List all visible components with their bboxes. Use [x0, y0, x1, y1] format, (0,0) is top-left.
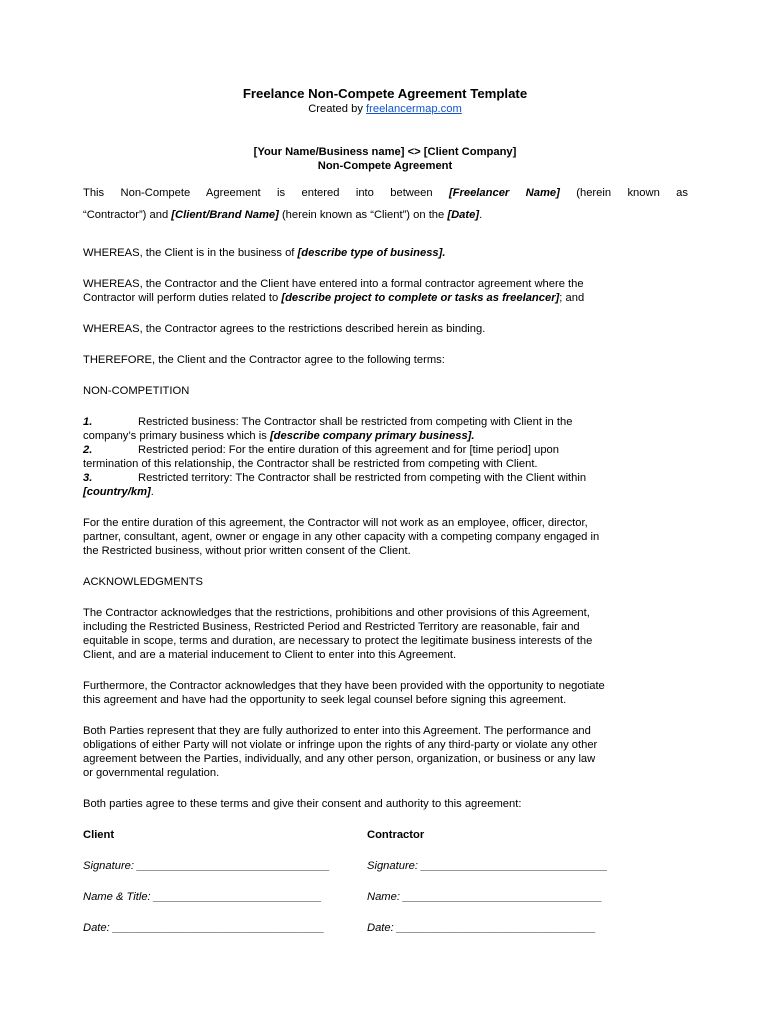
agree-line: Both parties agree to these terms and give their consent and authority to this agreement:: [83, 798, 522, 810]
parties-line: [Your Name/Business name] <> [Client Company]: [253, 146, 517, 158]
ack-line-2: including the Restricted Business, Restricted Period and Restricted Territory are reasonable, fair and: [83, 621, 580, 633]
ack-line-4: Client, and are a material inducement to Client to enter into this Agreement.: [83, 649, 457, 661]
client-label: Client: [83, 829, 115, 841]
whereas-agreement-line-1: WHEREAS, the Contractor and the Client have entered into a formal contractor agreement where the: [83, 278, 584, 290]
therefore-line: THEREFORE, the Client and the Contractor agree to the following terms:: [83, 354, 445, 366]
parties-line-3: agreement between the Parties, individually, and any other person, organization, or business or any law: [83, 753, 596, 765]
item-3-line-1: 3. Restricted territory: The Contractor shall be restricted from competing with the Client within: [83, 472, 587, 484]
whereas-business: WHEREAS, the Client is in the business of [describe type of business].: [83, 247, 446, 259]
contractor-signature-field[interactable]: Signature: ______________________________: [367, 860, 608, 872]
further-line-2: this agreement and have had the opportunity to seek legal counsel before signing this agreement.: [83, 694, 567, 706]
item-3-line-2: [country/km].: [83, 486, 154, 498]
client-name-placeholder: [Client/Brand Name]: [171, 209, 279, 221]
ack-line-1: The Contractor acknowledges that the restrictions, prohibitions and other provisions of this Agreement,: [83, 607, 590, 619]
section-non-competition: NON-COMPETITION: [83, 385, 190, 397]
date-placeholder: [Date]: [447, 209, 480, 221]
item-2-line-1: 2. Restricted period: For the entire duration of this agreement and for [time period] upon: [83, 444, 560, 456]
created-by-line: [0, 102, 770, 116]
client-signature-field[interactable]: Signature: _______________________________: [83, 860, 330, 872]
client-date-field[interactable]: Date: __________________________________: [83, 922, 325, 934]
ack-line-3: equitable in scope, terms and duration, are necessary to protect the legitimate business interests of the: [83, 635, 593, 647]
freelancer-name-placeholder: [Freelancer Name]: [448, 187, 560, 199]
further-line-1: Furthermore, the Contractor acknowledges that they have been provided with the opportunity to negotiate: [83, 680, 605, 692]
parties-line-1: Both Parties represent that they are fully authorized to enter into this Agreement. The performance and: [83, 725, 591, 737]
whereas-agreement-line-2: Contractor will perform duties related to [describe project to complete or tasks as freelancer]; and: [83, 292, 585, 304]
duration-line-3: the Restricted business, without prior written consent of the Client.: [83, 545, 411, 557]
item-1-line-2: company’s primary business which is [describe company primary business].: [83, 430, 475, 442]
item-2-line-2: termination of this relationship, the Contractor shall be restricted from competing with Client.: [83, 458, 538, 470]
parties-line-2: obligations of either Party will not violate or infringe upon the rights of any third-party or violate any other: [83, 739, 598, 751]
intro-line-1: This Non-Compete Agreement is entered into between [Freelancer Name] (herein known as: [83, 187, 688, 199]
item-1-line-1: 1. Restricted business: The Contractor shall be restricted from competing with Client in the: [83, 416, 573, 428]
contractor-date-field[interactable]: Date: ________________________________: [367, 922, 596, 934]
freelancermap-link[interactable]: freelancermap.com: [366, 103, 462, 115]
whereas-binding: WHEREAS, the Contractor agrees to the restrictions described herein as binding.: [83, 323, 486, 335]
parties-line-4: or governmental regulation.: [83, 767, 220, 779]
intro-line-2: “Contractor”) and [Client/Brand Name] (herein known as “Client”) on the [Date].: [83, 209, 483, 221]
duration-line-2: partner, consultant, agent, owner or engage in any other capacity with a competing company engaged in: [83, 531, 600, 543]
created-by-prefix: Created by: [308, 103, 367, 115]
client-name-title-field[interactable]: Name & Title: ___________________________: [83, 891, 322, 903]
contractor-label: Contractor: [367, 829, 425, 841]
agreement-heading: Non-Compete Agreement: [317, 160, 453, 172]
contractor-name-field[interactable]: Name: ________________________________: [367, 891, 603, 903]
document-title: Freelance Non-Compete Agreement Template: [242, 86, 528, 101]
section-acknowledgments: ACKNOWLEDGMENTS: [83, 576, 203, 588]
duration-line-1: For the entire duration of this agreement, the Contractor will not work as an employee, officer, director,: [83, 517, 588, 529]
